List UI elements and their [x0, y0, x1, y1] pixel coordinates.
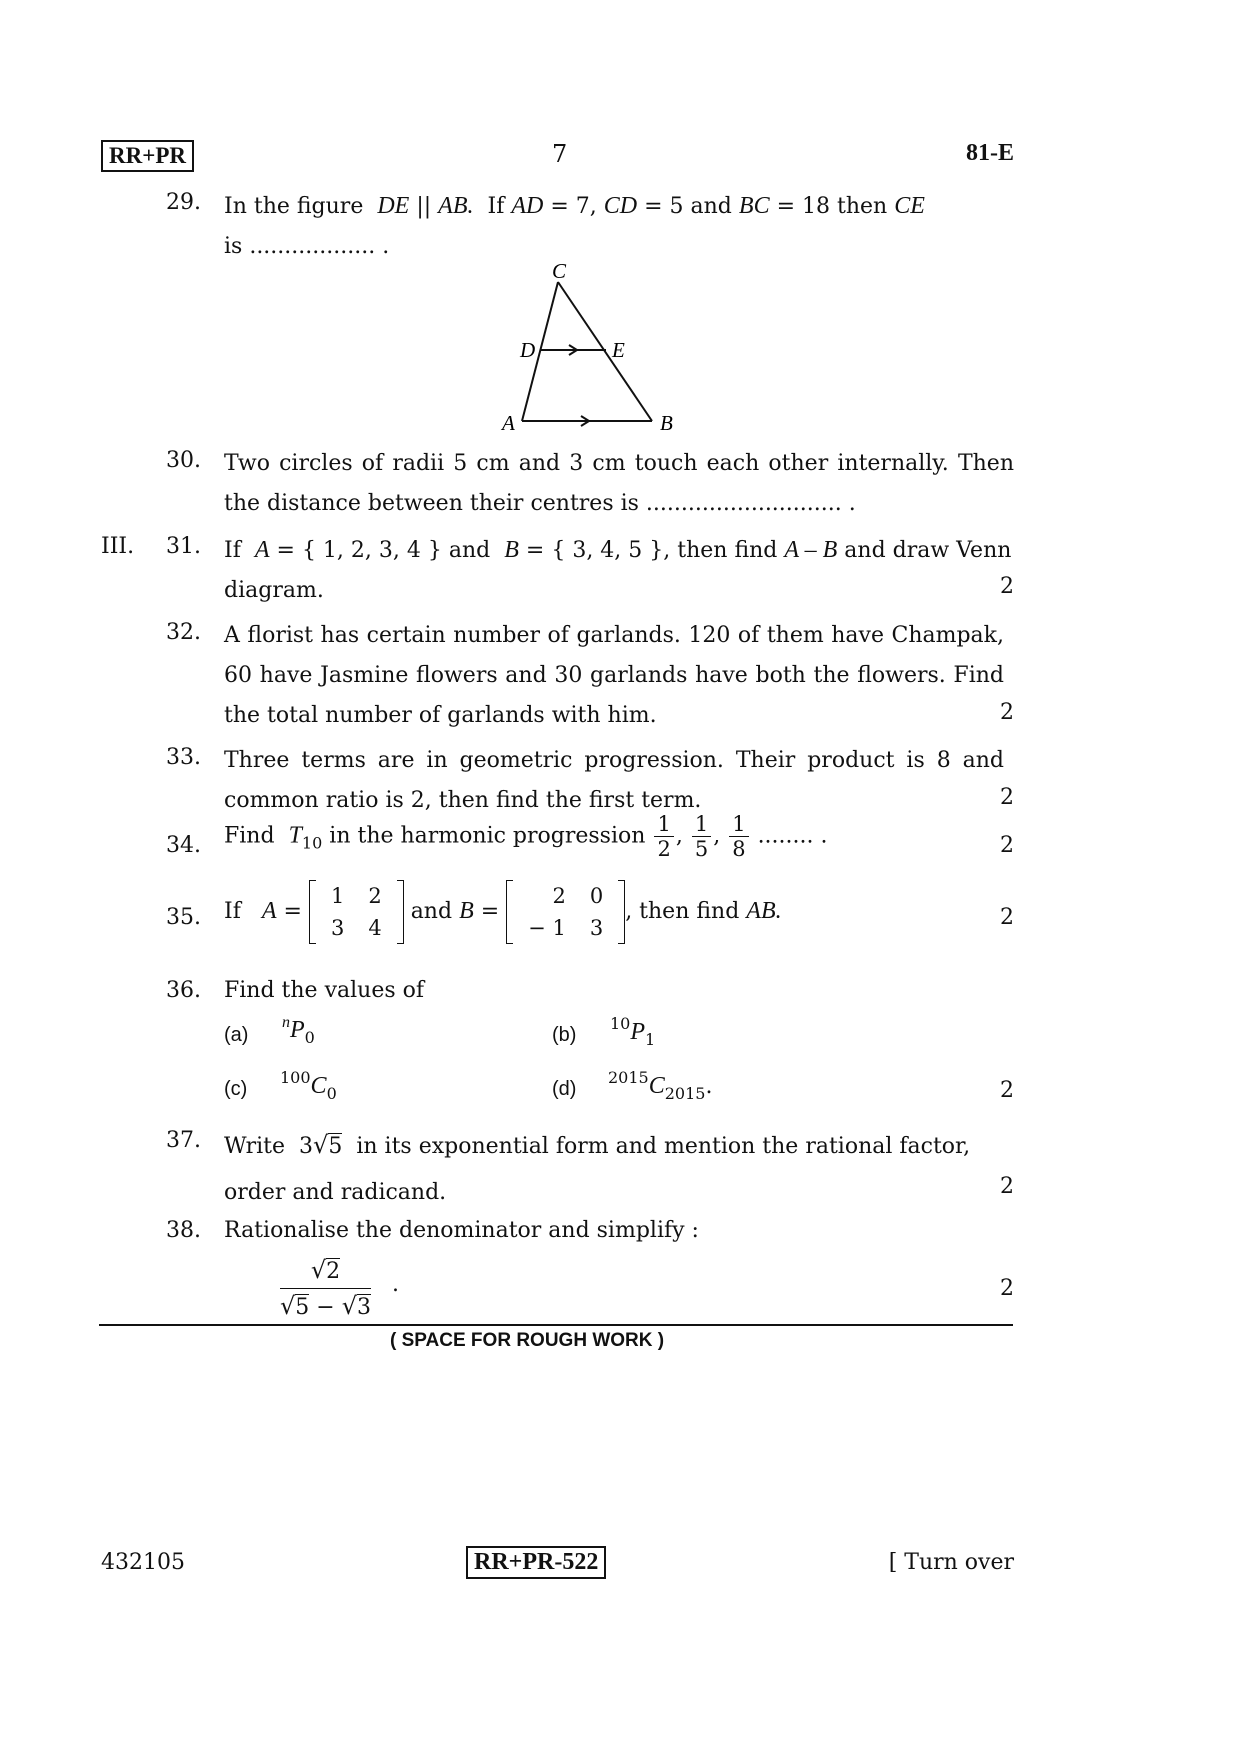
question-30-text: Two circles of radii 5 cm and 3 cm touch each other internally. Then the distance between their centres is ............................ .	[224, 451, 1014, 516]
section-number: III.	[101, 534, 135, 559]
question-33-text: Three terms are in geometric progression. Their product is 8 and common ratio is 2, then find the first term.	[224, 748, 1004, 813]
question-35-text: If A = 1 2 3 4 and B = 2 0 − 1 3 , then find AB.	[224, 880, 782, 944]
marks: 2	[1000, 1078, 1014, 1103]
question-36-text: Find the values of	[224, 978, 425, 1003]
marks: 2	[1000, 785, 1014, 810]
question-number: 37.	[166, 1128, 201, 1153]
header-box: RR+PR	[101, 140, 194, 172]
option-label: (c)	[224, 1078, 248, 1100]
question-38-fraction: √2 √5 − √3	[280, 1256, 372, 1320]
option-label: (a)	[224, 1024, 249, 1046]
question-number: 34.	[166, 833, 201, 858]
label-e: E	[612, 338, 625, 362]
question-34-text: Find $T_{10}$ in the harmonic progression $\frac{1}{2}$ , $\frac{1}{5}$ , $\frac{1}{8}$ ........ .	[224, 812, 828, 861]
question-31-text: If A = { 1, 2, 3, 4 } and B = { 3, 4, 5 }, then find A – B and draw Venn diagram.	[224, 537, 1012, 603]
fraction: $\frac{1}{8}$	[729, 812, 748, 861]
fraction: $\frac{1}{5}$	[692, 812, 711, 861]
marks: 2	[1000, 833, 1014, 858]
question-number: 35.	[166, 905, 201, 930]
fraction: $\frac{1}{2}$	[654, 812, 673, 861]
label-c: C	[552, 259, 567, 283]
footer-code: 432105	[101, 1550, 185, 1575]
question-number: 38.	[166, 1218, 201, 1243]
marks: 2	[1000, 574, 1014, 599]
sqrt-sign: √	[313, 1131, 329, 1159]
marks: 2	[1000, 1276, 1014, 1301]
turn-over-label: [ Turn over	[888, 1550, 1014, 1575]
question-number: 30.	[166, 448, 201, 473]
matrix-a: 1 2 3 4	[309, 880, 404, 944]
option-a-expr: $^nP_0$	[282, 1014, 315, 1047]
rough-work-label: ( SPACE FOR ROUGH WORK )	[390, 1330, 665, 1351]
option-c-expr: $^{100}C_0$	[280, 1068, 337, 1103]
label-d: D	[520, 338, 536, 362]
triangle-figure	[490, 258, 690, 433]
fraction-dot: .	[392, 1272, 399, 1297]
question-number: 31.	[166, 534, 201, 559]
divider-line	[99, 1324, 1013, 1326]
question-32-text: A florist has certain number of garlands. 120 of them have Champak, 60 have Jasmine flowers and 30 garlands have both the flowers. Find the total number of garlands with him.	[224, 623, 1004, 728]
question-29-text: In the figure DE || AB. If AD = 7, CD = 5 and BC = 18 then CE is .................. .	[224, 193, 925, 259]
question-38-text: Rationalise the denominator and simplify :	[224, 1218, 699, 1243]
label-a: A	[502, 411, 515, 433]
question-37-text: Write 3√5 in its exponential form and mention the rational factor, order and radicand.	[224, 1131, 971, 1205]
matrix-b: 2 0 − 1 3	[506, 880, 625, 944]
paper-code: 81-E	[966, 140, 1014, 166]
question-number: 29.	[166, 190, 201, 215]
marks: 2	[1000, 905, 1014, 930]
question-number: 32.	[166, 620, 201, 645]
option-label: (d)	[552, 1078, 577, 1100]
option-d-expr: $^{2015}C_{2015}$.	[608, 1068, 713, 1103]
footer-box: RR+PR-522	[466, 1546, 606, 1579]
page-number: 7	[552, 140, 568, 168]
question-number: 36.	[166, 978, 201, 1003]
option-label: (b)	[552, 1024, 577, 1046]
marks: 2	[1000, 1174, 1014, 1199]
question-number: 33.	[166, 745, 201, 770]
label-b: B	[660, 411, 673, 433]
marks: 2	[1000, 700, 1014, 725]
option-b-expr: $^{10}P_1$	[610, 1014, 656, 1049]
